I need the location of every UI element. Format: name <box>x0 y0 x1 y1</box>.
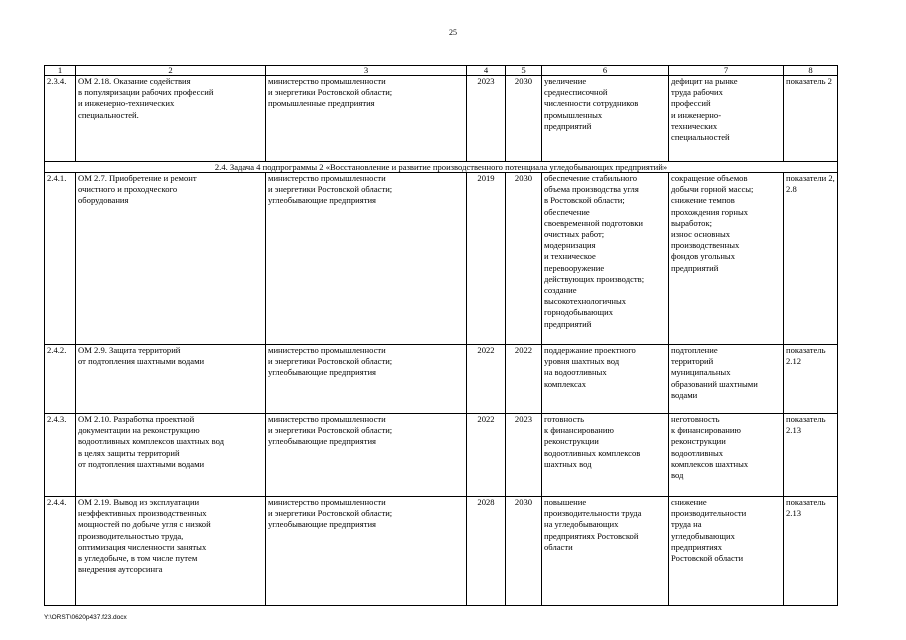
measure-name: ОМ 2.9. Защита территорий от подтопления шахтными водами <box>76 345 266 414</box>
consequences: подтопление территорий муниципальных образований шахтными водами <box>669 345 784 414</box>
table-row <box>45 76 838 162</box>
measures-table <box>44 65 838 606</box>
page-number: 25 <box>449 28 457 37</box>
measure-name: ОМ 2.10. Разработка проектной документации на реконструкцию водоотливных комплексов шахтных вод в целях защиты территорий от подтопления шахтными водами <box>76 414 266 497</box>
table-row <box>45 414 838 497</box>
table-row <box>45 497 838 606</box>
expected-result: поддержание проектного уровня шахтных вод на водоотливных комплексах <box>542 345 669 414</box>
measure-name: ОМ 2.7. Приобретение и ремонт очистного и проходческого оборудования <box>76 173 266 345</box>
indicator-link: показатель 2 <box>784 76 838 162</box>
end-year: 2030 <box>506 497 542 606</box>
task-row <box>45 162 838 173</box>
indicator-link: показатель 2.13 <box>784 414 838 497</box>
row-number: 2.4.2. <box>45 345 76 414</box>
task-title: 2.4. Задача 4 подпрограммы 2 «Восстановление и развитие производственного потенциала угледобывающих предприятий» <box>45 162 838 173</box>
end-year: 2023 <box>506 414 542 497</box>
consequences: дефицит на рынке труда рабочих профессий и инженерно- технических специальностей <box>669 76 784 162</box>
start-year: 2022 <box>467 414 506 497</box>
indicator-link: показатели 2, 2.8 <box>784 173 838 345</box>
expected-result: повышение производительности труда на угледобывающих предприятиях Ростовской области <box>542 497 669 606</box>
header-cell: 5 <box>506 66 542 76</box>
column-number-row <box>45 66 838 76</box>
responsible-executor: министерство промышленности и энергетики Ростовской области; промышленные предприятия <box>266 76 467 162</box>
header-cell: 4 <box>467 66 506 76</box>
measure-name: ОМ 2.19. Вывод из эксплуатации неэффективных производственных мощностей по добыче угля с низкой производительностью труда, оптимизация численности занятых в угледобыче, в том числе путем внедрения аутсорсинга <box>76 497 266 606</box>
consequences: снижение производительности труда на угледобывающих предприятиях Ростовской области <box>669 497 784 606</box>
responsible-executor: министерство промышленности и энергетики Ростовской области; углеобывающие предприятия <box>266 414 467 497</box>
start-year: 2022 <box>467 345 506 414</box>
row-number: 2.4.1. <box>45 173 76 345</box>
row-number: 2.4.3. <box>45 414 76 497</box>
consequences: неготовность к финансированию реконструкции водоотливных комплексов шахтных вод <box>669 414 784 497</box>
row-number: 2.4.4. <box>45 497 76 606</box>
table-row <box>45 173 838 345</box>
end-year: 2030 <box>506 76 542 162</box>
document-file-path: Y:\ORST\0620p437.f23.docx <box>44 614 127 621</box>
indicator-link: показатель 2.12 <box>784 345 838 414</box>
indicator-link: показатель 2.13 <box>784 497 838 606</box>
consequences: сокращение объемов добычи горной массы; снижение темпов прохождения горных выработок; износ основных производственных фондов угольных предприятий <box>669 173 784 345</box>
start-year: 2028 <box>467 497 506 606</box>
header-cell: 8 <box>784 66 838 76</box>
start-year: 2023 <box>467 76 506 162</box>
responsible-executor: министерство промышленности и энергетики Ростовской области; углеобывающие предприятия <box>266 345 467 414</box>
expected-result: обеспечение стабильного объема производства угля в Ростовской области; обеспечение своевременной подготовки очистных работ; модернизация и техническое перевооружение действующих производств; создание высокотехнологичных горнодобывающих предприятий <box>542 173 669 345</box>
end-year: 2022 <box>506 345 542 414</box>
header-cell: 3 <box>266 66 467 76</box>
responsible-executor: министерство промышленности и энергетики Ростовской области; углеобывающие предприятия <box>266 497 467 606</box>
header-cell: 1 <box>45 66 76 76</box>
expected-result: увеличение среднесписочной численности сотрудников промышленных предприятий <box>542 76 669 162</box>
header-cell: 2 <box>76 66 266 76</box>
responsible-executor: министерство промышленности и энергетики Ростовской области; углеобывающие предприятия <box>266 173 467 345</box>
table-row <box>45 345 838 414</box>
measure-name: ОМ 2.18. Оказание содействия в популяризации рабочих профессий и инженерно-технических специальностей. <box>76 76 266 162</box>
expected-result: готовность к финансированию реконструкции водоотливных комплексов шахтных вод <box>542 414 669 497</box>
header-cell: 7 <box>669 66 784 76</box>
row-number: 2.3.4. <box>45 76 76 162</box>
end-year: 2030 <box>506 173 542 345</box>
header-cell: 6 <box>542 66 669 76</box>
start-year: 2019 <box>467 173 506 345</box>
